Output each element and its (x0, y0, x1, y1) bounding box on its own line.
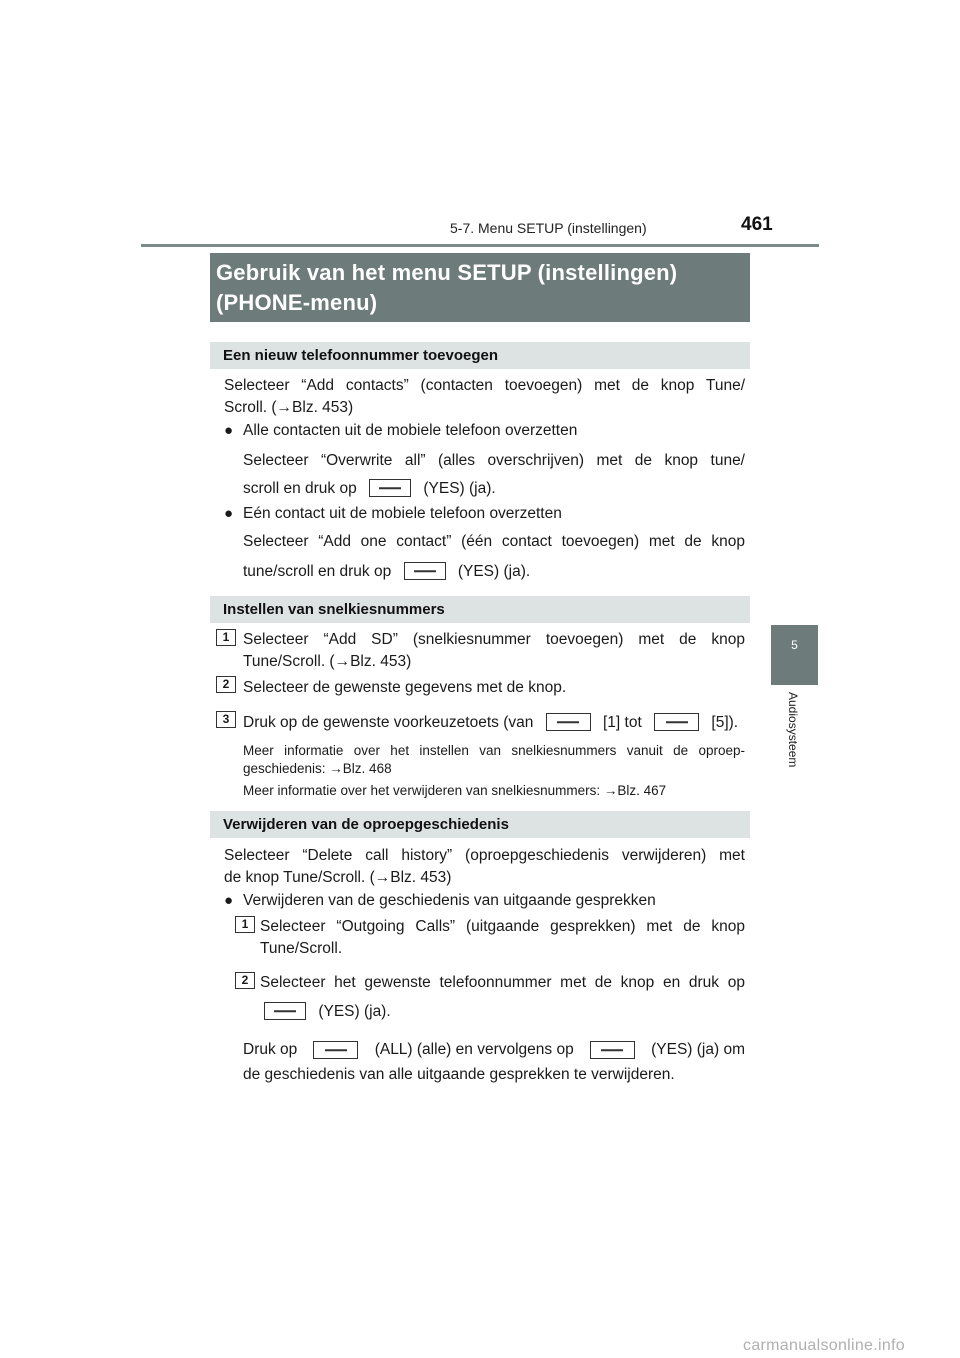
step-3-pre: Druk op de gewenste voorkeuzetoets (van (243, 714, 534, 731)
section-3-bullet-title: Verwijderen van de geschiedenis van uitgaande gesprekken (243, 892, 656, 909)
header-rule (141, 244, 819, 247)
section-2-heading: Instellen van snelkiesnummers (223, 601, 445, 618)
chapter-label: Audiosysteem (786, 692, 800, 768)
section-3-step-2-line-2 (264, 1001, 391, 1023)
bullet-b-title: Eén contact uit de mobiele telefoon overzetten (243, 505, 562, 522)
bullet-icon: ● (224, 422, 234, 439)
section-3-heading: Verwijderen van de oproepgeschiedenis (223, 816, 509, 833)
section-3-step-1-line-1: Selecteer “Outgoing Calls” (uitgaande gesprekken) met de knop (260, 918, 745, 935)
section-2-step-2: Selecteer de gewenste gegevens met de knop. (243, 679, 567, 696)
bullet-b-line-1: Selecteer “Add one contact” (één contact toevoegen) met de knop (243, 533, 745, 550)
preset-1-button-icon (546, 713, 591, 731)
section-1-intro-line-1: Selecteer “Add contacts” (contacten toevoegen) met de knop Tune/ (224, 377, 745, 394)
note-1-line-1: Meer informatie over het instellen van snelkiesnummers vanuit de oproep- (243, 743, 745, 758)
yes-button-icon (590, 1041, 635, 1059)
section-3-step-2-line-1: Selecteer het gewenste telefoonnummer met de knop en druk op (260, 974, 745, 991)
section-2-step-1-line-1: Selecteer “Add SD” (snelkiesnummer toevoegen) met de knop (243, 631, 745, 648)
final-pre: Druk op (243, 1041, 298, 1058)
section-2-step-3 (243, 712, 738, 734)
step-number-badge: 3 (216, 711, 236, 728)
yes-button-icon (404, 562, 446, 580)
title-line-2: (PHONE-menu) (216, 290, 378, 315)
chapter-number: 5 (791, 638, 798, 652)
section-3-intro-line-2: de knop Tune/Scroll. (→Blz. 453) (224, 869, 452, 886)
page-title (216, 258, 748, 318)
bullet-b-line-2-post: (YES) (ja). (457, 563, 531, 580)
section-3-step-1-line-2: Tune/Scroll. (260, 940, 343, 957)
section-3-final-line-1 (243, 1039, 745, 1061)
bullet-b-line-2 (243, 561, 530, 583)
note-1-line-2: geschiedenis: →Blz. 468 (243, 761, 392, 776)
section-header: 5-7. Menu SETUP (instellingen) (450, 220, 647, 236)
bullet-b-line-2-pre: tune/scroll en druk op (243, 563, 392, 580)
final-mid: (ALL) (alle) en vervolgens op (374, 1041, 574, 1058)
chapter-tab (771, 625, 818, 685)
all-button-icon (313, 1041, 358, 1059)
preset-5-button-icon (654, 713, 699, 731)
bullet-icon: ● (224, 505, 234, 522)
step-number-badge: 2 (216, 676, 236, 693)
step-number-badge: 1 (216, 629, 236, 646)
step-number-badge: 2 (235, 972, 255, 989)
yes-button-icon (369, 479, 411, 497)
bullet-a-line-2-post: (YES) (ja). (423, 480, 496, 497)
title-line-1: Gebruik van het menu SETUP (instellingen) (216, 260, 678, 285)
bullet-icon: ● (224, 892, 234, 909)
section-3-final-line-2: de geschiedenis van alle uitgaande gesprekken te verwijderen. (243, 1066, 675, 1083)
bullet-a-title: Alle contacten uit de mobiele telefoon overzetten (243, 422, 578, 439)
section-3-intro-line-1: Selecteer “Delete call history” (oproepgeschiedenis verwijderen) met (224, 847, 745, 864)
note-2: Meer informatie over het verwijderen van snelkiesnummers: →Blz. 467 (243, 783, 667, 798)
bullet-a-line-2-pre: scroll en druk op (243, 480, 357, 497)
bullet-a-line-2 (243, 478, 496, 500)
step-3-post: [5]). (711, 714, 739, 731)
section-1-intro-line-2: Scroll. (→Blz. 453) (224, 399, 354, 416)
step-3-mid: [1] tot (603, 714, 642, 731)
final-post: (YES) (ja) om (651, 1041, 745, 1058)
step-2-line-2-post: (YES) (ja). (318, 1003, 391, 1020)
yes-button-icon (264, 1002, 306, 1020)
page-number: 461 (741, 214, 773, 235)
section-1-heading: Een nieuw telefoonnummer toevoegen (223, 347, 499, 364)
section-2-step-1-line-2: Tune/Scroll. (→Blz. 453) (243, 653, 412, 670)
watermark: carmanualsonline.info (743, 1337, 905, 1354)
step-number-badge: 1 (235, 916, 255, 933)
bullet-a-line-1: Selecteer “Overwrite all” (alles overschrijven) met de knop tune/ (243, 452, 745, 469)
